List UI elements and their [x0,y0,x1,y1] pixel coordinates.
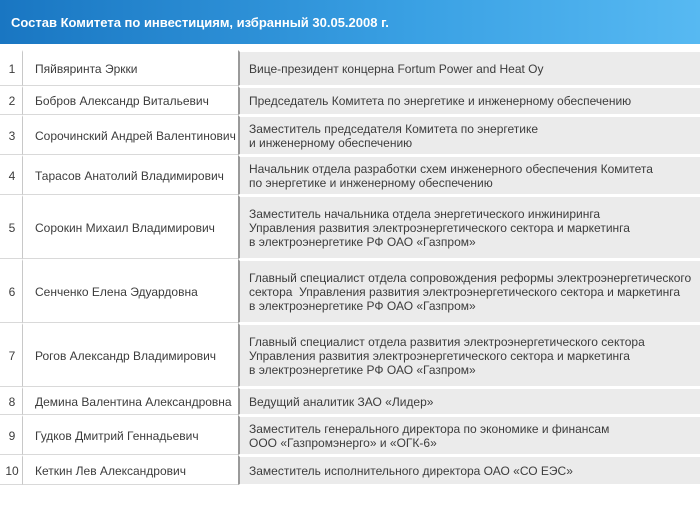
member-name: Пяйвяринта Эркки [22,50,238,86]
position-line: в электроэнергетике РФ ОАО «Газпром» [249,234,476,249]
member-name: Рогов Александр Владимирович [22,323,238,387]
position-line: Заместитель исполнительного директора ОАО «СО ЕЭС» [249,463,573,478]
row-number: 8 [0,387,22,415]
row-number: 1 [0,50,22,86]
row-number: 5 [0,195,22,259]
position-line: в электроэнергетике РФ ОАО «Газпром» [249,298,476,313]
member-position [238,455,700,485]
position-line: сектора Управления развития электроэнергетического сектора и маркетинга [249,284,681,299]
position-line: Начальник отдела разработки схем инженерного обеспечения Комитета [249,161,653,176]
row-number: 7 [0,323,22,387]
position-line: по энергетике и инженерному обеспечению [249,175,493,190]
position-line: ООО «Газпромэнерго» и «ОГК-6» [249,435,437,450]
table-row [0,86,700,115]
member-position [238,50,700,86]
row-number: 4 [0,155,22,195]
member-name: Гудков Дмитрий Геннадьевич [22,415,238,455]
position-line: Главный специалист отдела развития электроэнергетического сектора [249,334,645,349]
position-line: и инженерному обеспечению [249,135,413,150]
member-name: Кеткин Лев Александрович [22,455,238,485]
position-line: Управления развития электроэнергетического сектора и маркетинга [249,348,630,363]
table-row [0,50,700,86]
position-line: Управления развития электроэнергетического сектора и маркетинга [249,220,630,235]
row-number: 10 [0,455,22,485]
member-position [238,259,700,323]
table-row [0,415,700,455]
member-name: Сенченко Елена Эдуардовна [22,259,238,323]
member-name: Сорокин Михаил Владимирович [22,195,238,259]
row-number: 6 [0,259,22,323]
member-name: Сорочинский Андрей Валентинович [22,115,238,155]
position-line: Заместитель председателя Комитета по энергетике [249,121,539,136]
table-row [0,115,700,155]
position-line: Вице-президент концерна Fortum Power and Heat Oy [249,61,544,76]
member-position [238,155,700,195]
position-line: Главный специалист отдела сопровождения реформы электроэнергетического [249,270,692,285]
position-line: Ведущий аналитик ЗАО «Лидер» [249,394,434,409]
committee-table-body [0,50,700,485]
row-number: 2 [0,86,22,115]
member-position [238,415,700,455]
table-row [0,387,700,415]
position-line: в электроэнергетике РФ ОАО «Газпром» [249,362,476,377]
table-row [0,195,700,259]
member-name: Демина Валентина Александровна [22,387,238,415]
position-line: Председатель Комитета по энергетике и инженерному обеспечению [249,94,632,108]
member-position [238,86,700,115]
member-name: Бобров Александр Витальевич [22,86,238,115]
row-number: 3 [0,115,22,155]
committee-table [0,50,700,485]
table-title [0,0,700,44]
member-position [238,387,700,415]
position-line: Заместитель начальника отдела энергетического инжиниринга [249,206,601,221]
table-row [0,323,700,387]
row-number: 9 [0,415,22,455]
position-line: Заместитель генерального директора по экономике и финансам [249,421,610,436]
table-row [0,259,700,323]
member-position [238,115,700,155]
table-row [0,155,700,195]
table-title-text: Состав Комитета по инвестициям, избранный 30.05.2008 г. [11,14,389,30]
member-position [238,195,700,259]
member-name: Тарасов Анатолий Владимирович [22,155,238,195]
table-row [0,455,700,485]
member-position [238,323,700,387]
